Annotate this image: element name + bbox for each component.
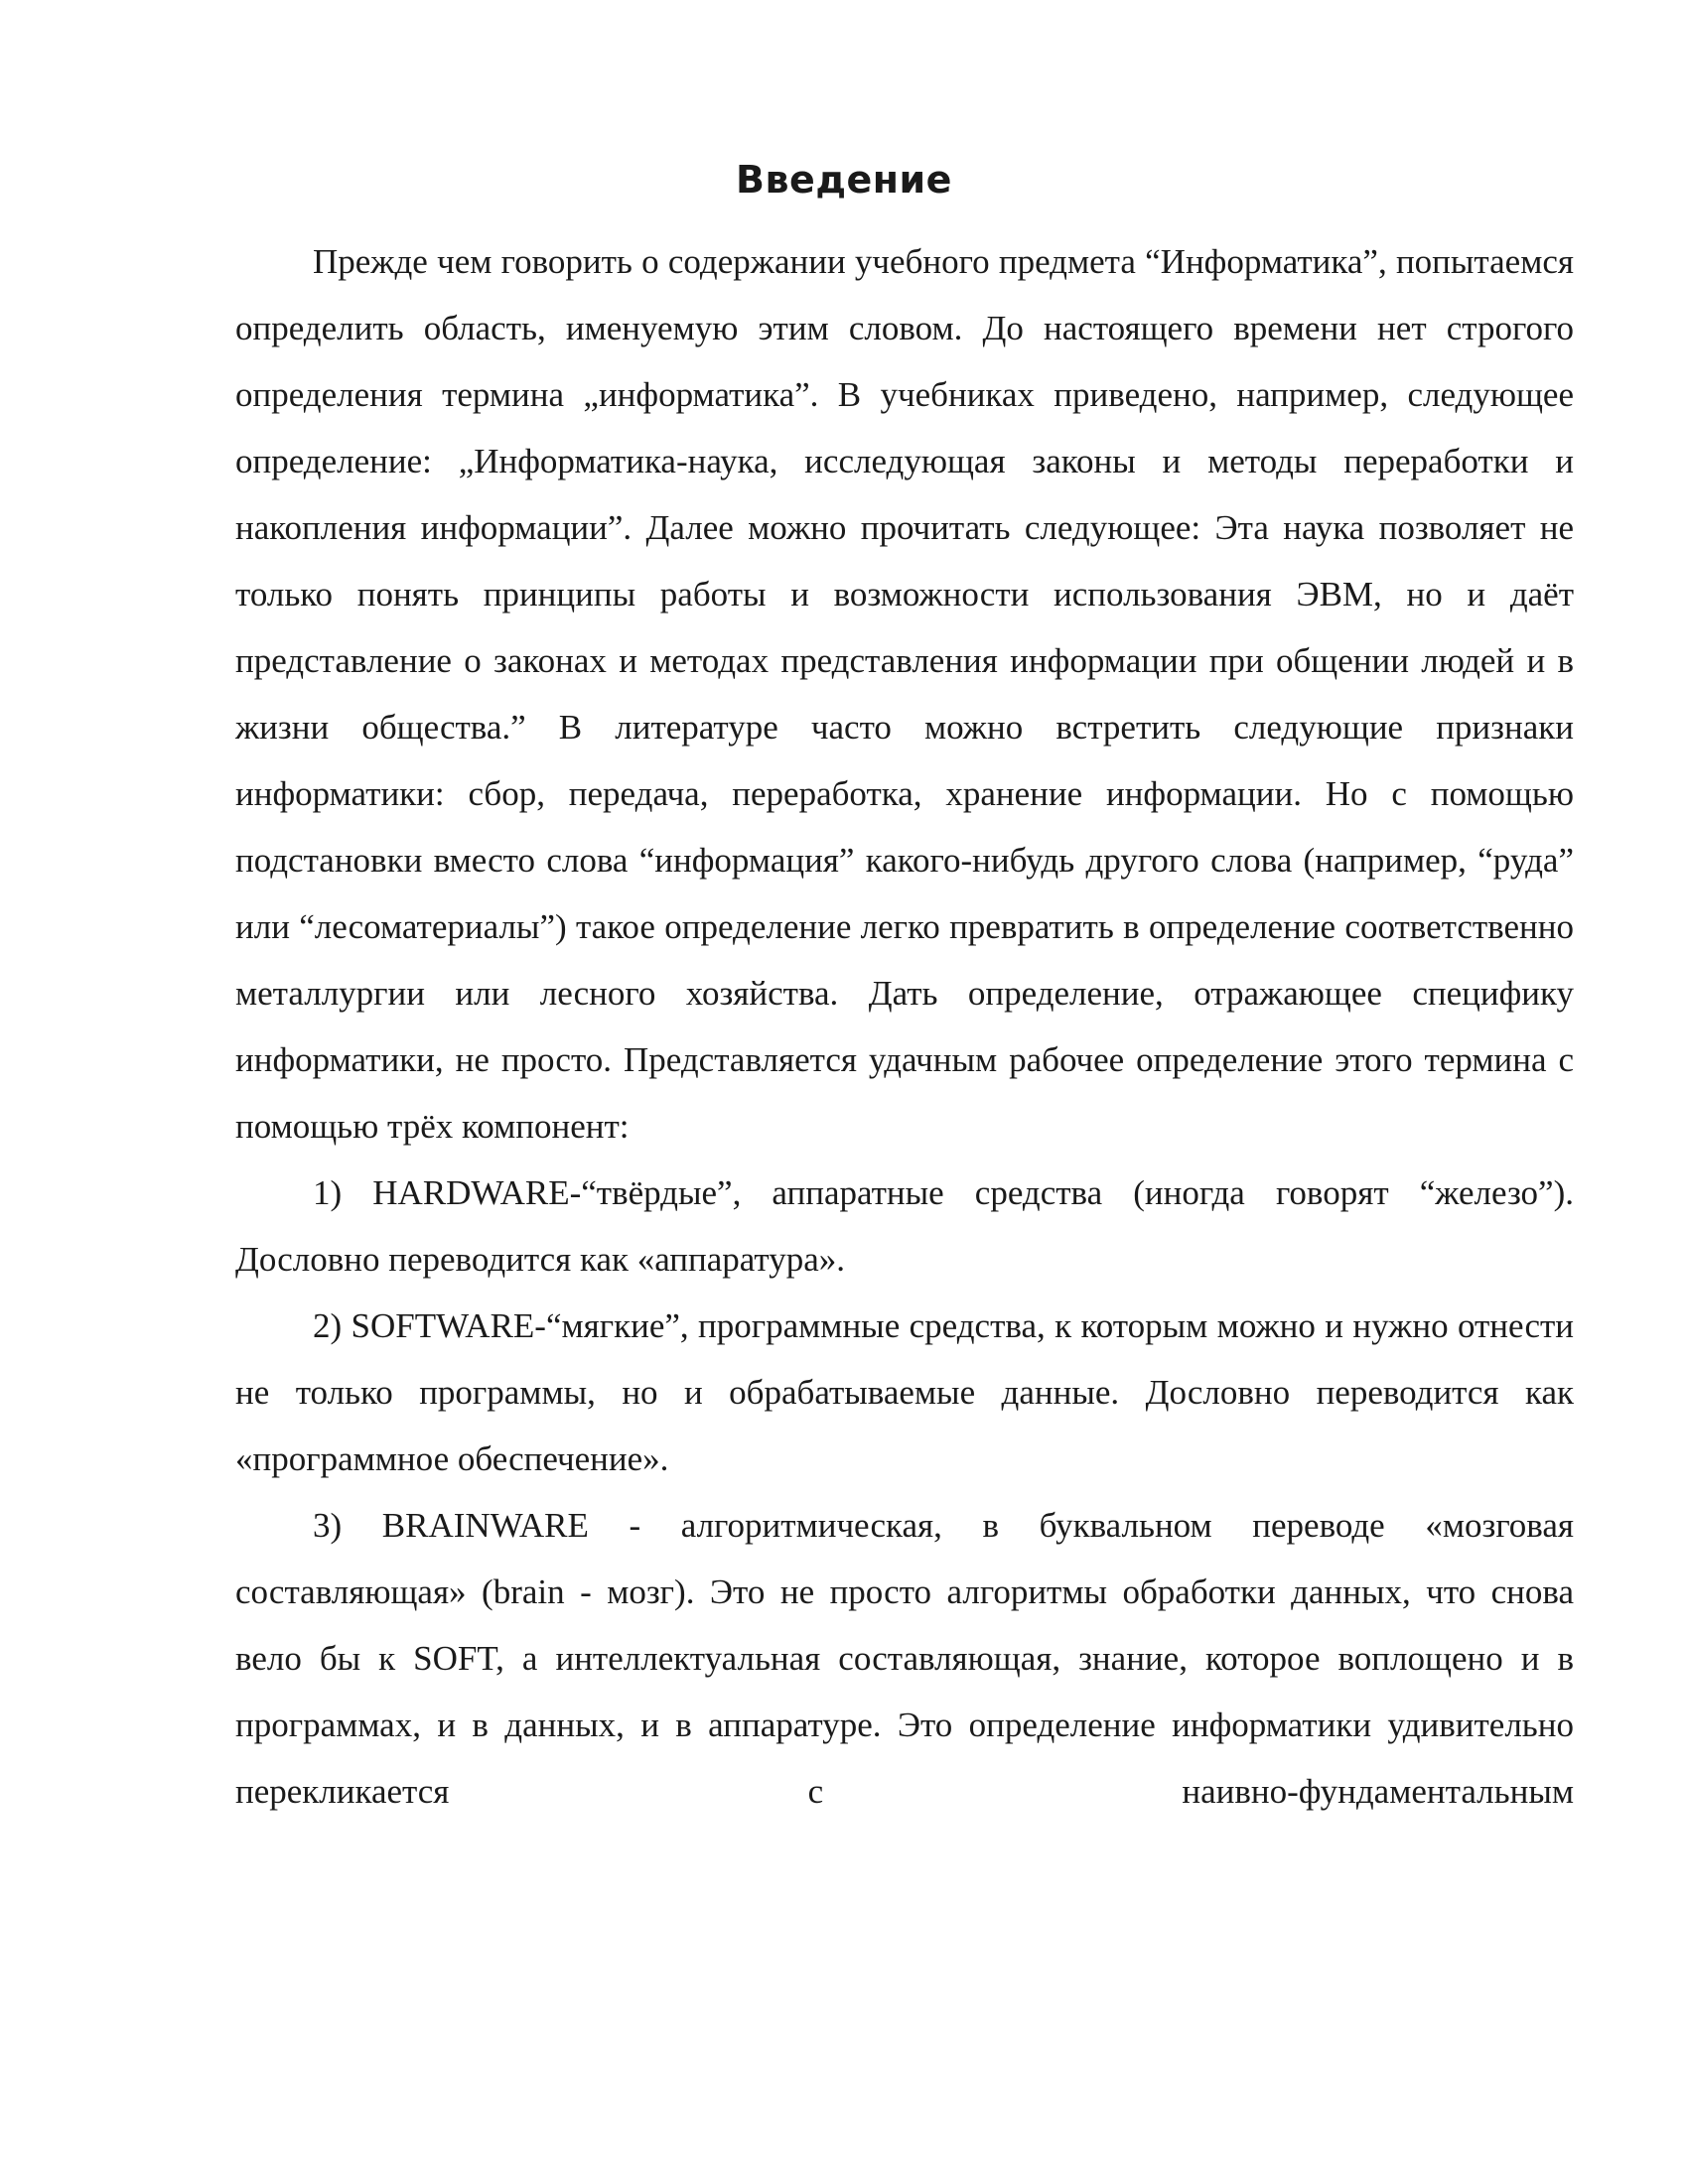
paragraph-hardware: 1) HARDWARE-“твёрдые”, аппаратные средства (иногда говорят “железо”). Дословно переводится как «аппаратура». <box>235 1173 1574 1279</box>
document-body <box>235 228 1574 1825</box>
paragraph-software: 2) SOFTWARE-“мягкие”, программные средства, к которым можно и нужно отнести не только программы, но и обрабатываемые данные. Дословно переводится как «программное обеспечение». <box>235 1306 1574 1478</box>
paragraph-intro: Прежде чем говорить о содержании учебного предмета “Информатика”, попытаемся определить область, именуемую этим словом. До настоящего времени нет строгого определения термина „информатика”. В учебниках приведено, например, следующее определение: „Информатика-наука, исследующая законы и методы переработки и накопления информации”. Далее можно прочитать следующее: Эта наука позволяет не только понять принципы работы и возможности использования ЭВМ, но и даёт представление о законах и методах представления информации при общении людей и в жизни общества.” В литературе часто можно встретить следующие признаки информатики: сбор, передача, переработка, хранение информации. Но с помощью подстановки вместо слова “информация” какого-нибудь другого слова (например, “руда” или “лесоматериалы”) такое определение легко превратить в определение соответственно металлургии или лесного хозяйства. Дать определение, отражающее специфику информатики, не просто. Представляется удачным рабочее определение этого термина с помощью трёх компонент: <box>235 242 1574 1146</box>
page-title: Введение <box>736 158 952 202</box>
paragraph-brainware: 3) BRAINWARE - алгоритмическая, в буквальном переводе «мозговая составляющая» (brain - мозг). Это не просто алгоритмы обработки данных, что снова вело бы к SOFT, а интеллектуальная составляющая, знание, которое воплощено и в программах, и в данных, и в аппаратуре. Это определение информатики удивительно перекликается с наивно-фундаментальным <box>235 1506 1574 1811</box>
